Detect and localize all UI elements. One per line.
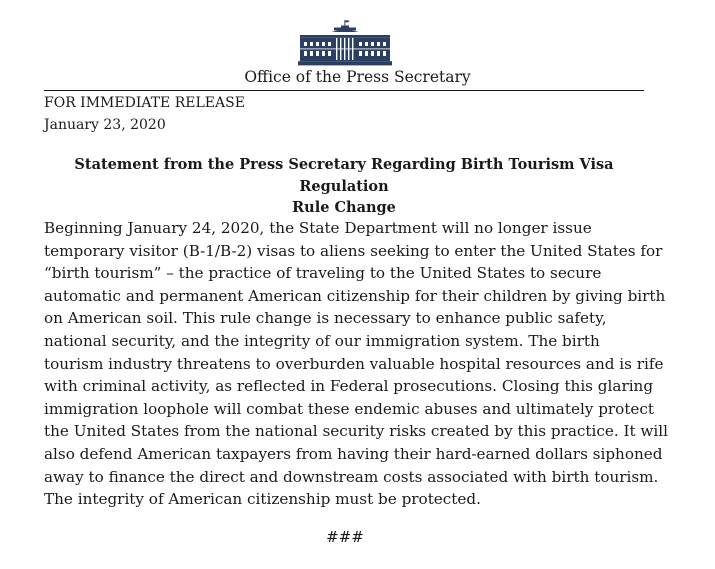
body-line: “birth tourism” – the practice of traveling to the United States to secure: [44, 264, 602, 283]
body-line: on American soil. This rule change is necessary to enhance public safety,: [44, 309, 607, 328]
end-mark: ###: [326, 528, 364, 546]
body-line: away to finance the direct and downstream costs associated with birth tourism.: [44, 467, 659, 486]
body-line: temporary visitor (B-1/B-2) visas to aliens seeking to enter the United States for: [44, 241, 663, 260]
body-line: also defend American taxpayers from having their hard-earned dollars siphoned: [44, 444, 663, 463]
body-line: immigration loophole will combat these endemic abuses and ultimately protect: [44, 399, 655, 418]
body-line: the United States from the national security risks created by this practice. It will: [44, 422, 669, 441]
body-line: national security, and the integrity of our immigration system. The birth: [44, 331, 600, 350]
white-house-icon: [298, 20, 392, 66]
headline-line-2: Rule Change: [292, 199, 396, 216]
statement-headline: [44, 154, 644, 219]
body-line: automatic and permanent American citizenship for their children by giving birth: [44, 286, 666, 305]
statement-body: [44, 217, 669, 511]
header-divider: [44, 90, 644, 91]
body-line: with criminal activity, as reflected in Federal prosecutions. Closing this glaring: [44, 377, 654, 396]
release-label: FOR IMMEDIATE RELEASE: [44, 95, 245, 111]
body-line: Beginning January 24, 2020, the State Department will no longer issue: [44, 219, 592, 237]
office-title: Office of the Press Secretary: [244, 68, 471, 86]
body-line: tourism industry threatens to overburden valuable hospital resources and is rife: [44, 354, 664, 373]
release-date: January 23, 2020: [44, 117, 166, 133]
headline-line-1: Statement from the Press Secretary Regarding Birth Tourism Visa Regulation: [74, 156, 614, 195]
body-line: The integrity of American citizenship must be protected.: [44, 490, 481, 509]
